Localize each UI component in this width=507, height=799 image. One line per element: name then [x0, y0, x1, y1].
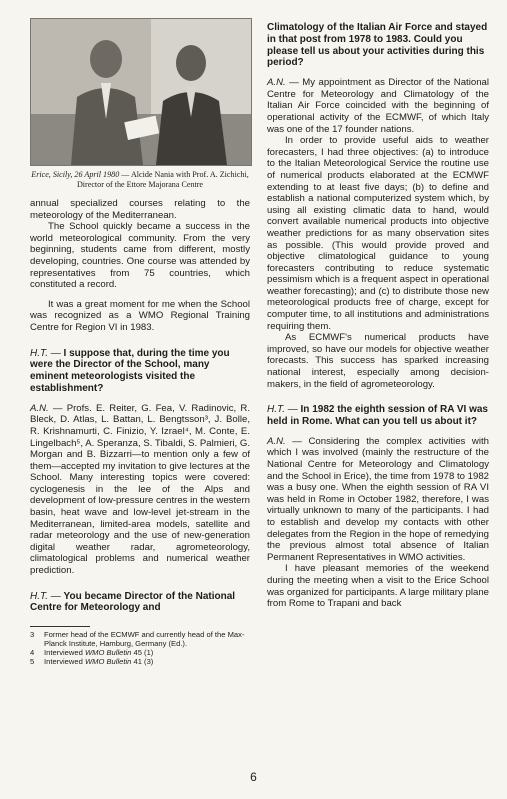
footnote — [30, 657, 250, 666]
interviewee-initials: A.N. — — [267, 77, 303, 89]
right-column — [267, 22, 489, 610]
question-heading — [30, 348, 250, 395]
page-number: 6 — [250, 770, 257, 784]
photo-caption — [30, 170, 250, 190]
interviewer-initials: H.T. — — [267, 404, 301, 416]
footnote-divider — [30, 626, 90, 627]
footnote-text: Interviewed WMO Bulletin 41 (3) — [44, 657, 154, 667]
question-text: You became Director of the National Centre for Meteorology and — [30, 590, 236, 614]
interviewee-initials: A.N. — — [30, 402, 67, 414]
paragraph: As ECMWF's numerical products have improved, so have our models for objective weather forecasts. This success has sparked increasing national interest, especially among decision-makers, in the field of agrometeorology. — [267, 332, 489, 390]
photo-caption-text: — Alcide Nania with Prof. A. Zichichi, Director of the Ettore Majorana Centre — [76, 170, 249, 189]
footnote — [30, 630, 250, 648]
answer-text: My appointment as Director of the National Centre for Meteorology and Climatology of the Italian Air Force coincided with the beginning of operational activity of the ECMWF, of which Italy was one of the 17 founder nations. — [267, 77, 489, 135]
footnote-number: 3 — [30, 630, 35, 640]
answer-paragraph — [267, 77, 489, 135]
question-heading — [267, 404, 489, 428]
answer-text: Profs. E. Reiter, G. Fea, V. Radinovic, R. Bleck, D. Atlas, L. Battan, L. Bengtsson³, J. Bolle, R. Krishnamurti, C. Finizio, Y. Izrael⁴, M. Conte, E. Lingelbach⁵, A. Speranza, S. Tibaldi, S. Palmieri, G. Morgan and B. Bizzarri—to mention only a few of them—accepted my invitation to give lectures at the School. Many interesting topics were covered: cyclogenesis in the lee of the Alps and development of low-pressure centres in the western basin, heat wave and low-level jet-stream in the Mediterranean, limited-area models, satellite and radar meteorology and the use of new-generation digital weather radar, agrometeorology, climatological problems and numerical weather prediction. — [30, 402, 250, 577]
question-text: In 1982 the eighth session of RA VI was held in Rome. What can you tell us about it? — [267, 404, 488, 428]
interviewer-initials: H.T. — — [30, 590, 64, 602]
paragraph: annual specialized courses relating to the meteorology of the Mediterranean. — [30, 198, 250, 221]
footnote — [30, 648, 250, 657]
paragraph: The School quickly became a success in the world meteorological community. From the very beginning, students came from different, mostly developing, countries. One course was attended by representatives from 75 countries, which constituted a record. — [30, 221, 250, 291]
footnote-number: 5 — [30, 657, 35, 667]
question-heading-continued: Climatology of the Italian Air Force and stayed in that post from 1978 to 1983. Could you please tell us about your activities during this period? — [267, 22, 488, 69]
footnote-text: Interviewed WMO Bulletin 45 (1) — [44, 648, 154, 658]
footnote-number: 4 — [30, 648, 35, 658]
footnote-text: Former head of the ECMWF and currently head of the Max-Planck Institute, Hamburg, Germany (Ed.). — [44, 630, 245, 649]
paragraph: In order to provide useful aids to weather forecasters, I had three objectives: (a) to introduce to the Italian Meteorological Service the routine use of numerical products elaborated at the ECMWF extending to at least five days; (b) to define and establish a national computerized system which, by using all existing climatic data to hand, would convert available numerical products into objective weather predictions for as many observation sites as possible. (This would provide proved and objective climatological guidance to young forecasters contributing to reduce systematic pessimism which is a frequent aspect in operational weather forecasting); and (c) to distribute those new meteorological products free of charge, except for computer time, to all institutions and administrations requiring them. — [267, 135, 489, 332]
question-text: I suppose that, during the time you were the Director of the School, many eminent meteorologists visited the establishment? — [30, 347, 230, 394]
interviewer-initials: H.T. — — [30, 347, 64, 359]
interviewee-initials: A.N. — — [267, 435, 309, 447]
answer-paragraph — [267, 436, 489, 564]
question-heading — [30, 591, 250, 615]
answer-paragraph — [30, 403, 250, 577]
answer-text: Considering the complex activities with which I was involved (mainly the restructure of the National Centre for Meteorology and Climatology and the School in Erice), the time from 1978 to 1982 was a busy one. When the eighth session of RA VI was held in Rome in October 1982, therefore, I was virtually unknown to many of the participants. I had to establish and develop my contacts with other delegates from the Region in the hope of remedying the previous almost total absence of Italian Permanent Representatives in WMO activities. — [267, 435, 489, 563]
photo-illustration — [31, 19, 251, 165]
photo — [30, 18, 252, 166]
paragraph: It was a great moment for me when the School was recognized as a WMO Regional Training Centre for Region VI in 1983. — [30, 298, 250, 333]
left-column — [30, 18, 250, 666]
photo-caption-place: Erice, Sicily, 26 April 1980 — [31, 170, 120, 179]
paragraph: I have pleasant memories of the weekend during the meeting when a visit to the Erice School was organized for participants. A large military plane from Rome to Trapani and back — [267, 563, 489, 610]
